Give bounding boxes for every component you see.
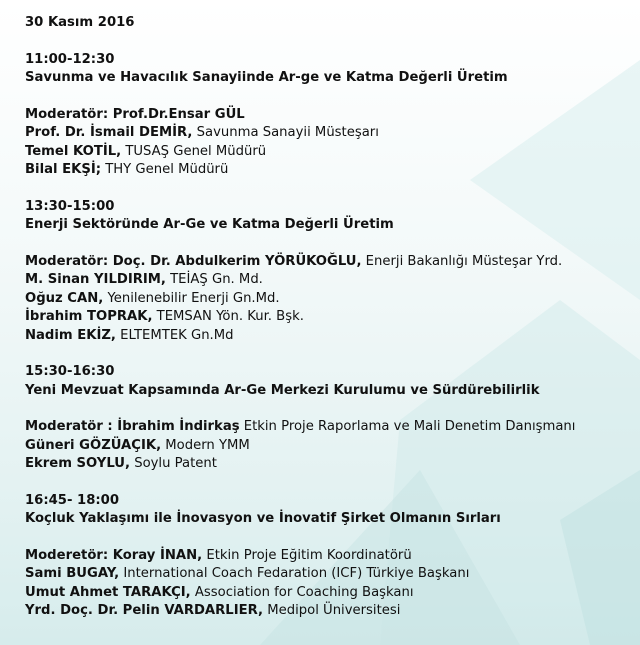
speaker-name: Yrd. Doç. Dr. Pelin VARDARLIER, <box>25 603 264 618</box>
session-time: 11:00-12:30 <box>25 51 115 67</box>
speaker-line <box>25 565 640 584</box>
speaker-line <box>25 602 640 621</box>
session-speakers <box>25 106 640 180</box>
session-speakers <box>25 253 640 346</box>
speaker-name: Nadim EKİZ, <box>25 327 116 343</box>
speaker-role: Soylu Patent <box>130 456 217 471</box>
speaker-name: İbrahim TOPRAK, <box>25 309 153 324</box>
speaker-role: Enerji Bakanlığı Müsteşar Yrd. <box>361 253 563 269</box>
session-time: 16:45- 18:00 <box>25 492 120 508</box>
speaker-line <box>25 437 640 456</box>
speaker-role: TEMSAN Yön. Kur. Bşk. <box>152 309 304 324</box>
moderator-line <box>25 418 640 437</box>
speaker-name: Moderatör: Prof.Dr.Ensar GÜL <box>25 106 245 122</box>
speaker-name: Moderetör: Koray İNAN, <box>25 547 203 563</box>
speaker-line <box>25 161 640 180</box>
speaker-role: ELTEMTEK Gn.Md <box>115 327 234 343</box>
speaker-name: Oğuz CAN, <box>25 290 104 306</box>
speaker-role: Association for Coaching Başkanı <box>190 584 414 600</box>
speaker-role: International Coach Fedaration (ICF) Türkiye Başkanı <box>119 566 470 581</box>
moderator-line <box>25 253 640 272</box>
session-speakers <box>25 418 640 474</box>
speaker-name: Ekrem SOYLU, <box>25 456 130 471</box>
session-title: Enerji Sektöründe Ar-Ge ve Katma Değerli Üretim <box>25 217 394 232</box>
session-time: 13:30-15:00 <box>25 198 115 214</box>
speaker-name: Prof. Dr. İsmail DEMİR, <box>25 125 193 140</box>
session-3 <box>25 363 640 474</box>
program-date: 30 Kasım 2016 <box>25 15 135 30</box>
moderator-line <box>25 547 640 566</box>
speaker-role: TUSAŞ Genel Müdürü <box>121 143 267 159</box>
speaker-line <box>25 290 640 309</box>
speaker-line <box>25 584 640 603</box>
speaker-role: Modern YMM <box>161 437 250 453</box>
speaker-name: Temel KOTİL, <box>25 143 122 159</box>
speaker-line <box>25 143 640 162</box>
speaker-role: TEİAŞ Gn. Md. <box>165 272 263 287</box>
speaker-role: Etkin Proje Raporlama ve Mali Denetim Danışmanı <box>239 419 576 434</box>
speaker-role: Savunma Sanayii Müsteşarı <box>192 125 379 140</box>
session-1 <box>25 51 640 180</box>
speaker-line <box>25 455 640 474</box>
session-title: Yeni Mevzuat Kapsamında Ar-Ge Merkezi Kurulumu ve Sürdürebilirlik <box>25 382 540 398</box>
speaker-role: Medipol Üniversitesi <box>263 603 401 618</box>
session-speakers <box>25 547 640 621</box>
speaker-role: Yenilenebilir Enerji Gn.Md. <box>103 290 280 306</box>
session-title: Koçluk Yaklaşımı ile İnovasyon ve İnovatif Şirket Olmanın Sırları <box>25 511 501 526</box>
speaker-line <box>25 271 640 290</box>
session-title: Savunma ve Havacılık Sanayiinde Ar-ge ve Katma Değerli Üretim <box>25 70 508 85</box>
speaker-role: THY Genel Müdürü <box>101 162 229 177</box>
session-time: 15:30-16:30 <box>25 364 115 379</box>
speaker-line <box>25 327 640 346</box>
speaker-role: Etkin Proje Eğitim Koordinatörü <box>202 547 412 563</box>
session-4 <box>25 492 640 621</box>
moderator-line <box>25 106 640 125</box>
session-2 <box>25 198 640 346</box>
speaker-line <box>25 308 640 327</box>
speaker-name: M. Sinan YILDIRIM, <box>25 272 166 287</box>
speaker-name: Moderatör: Doç. Dr. Abdulkerim YÖRÜKOĞLU, <box>25 253 362 269</box>
speaker-name: Moderatör : İbrahim İndirkaş <box>25 419 240 434</box>
speaker-name: Umut Ahmet TARAKÇI, <box>25 584 191 600</box>
speaker-name: Sami BUGAY, <box>25 566 120 581</box>
speaker-name: Bilal EKŞİ; <box>25 162 102 177</box>
speaker-name: Güneri GÖZÜAÇIK, <box>25 437 162 453</box>
speaker-line <box>25 124 640 143</box>
